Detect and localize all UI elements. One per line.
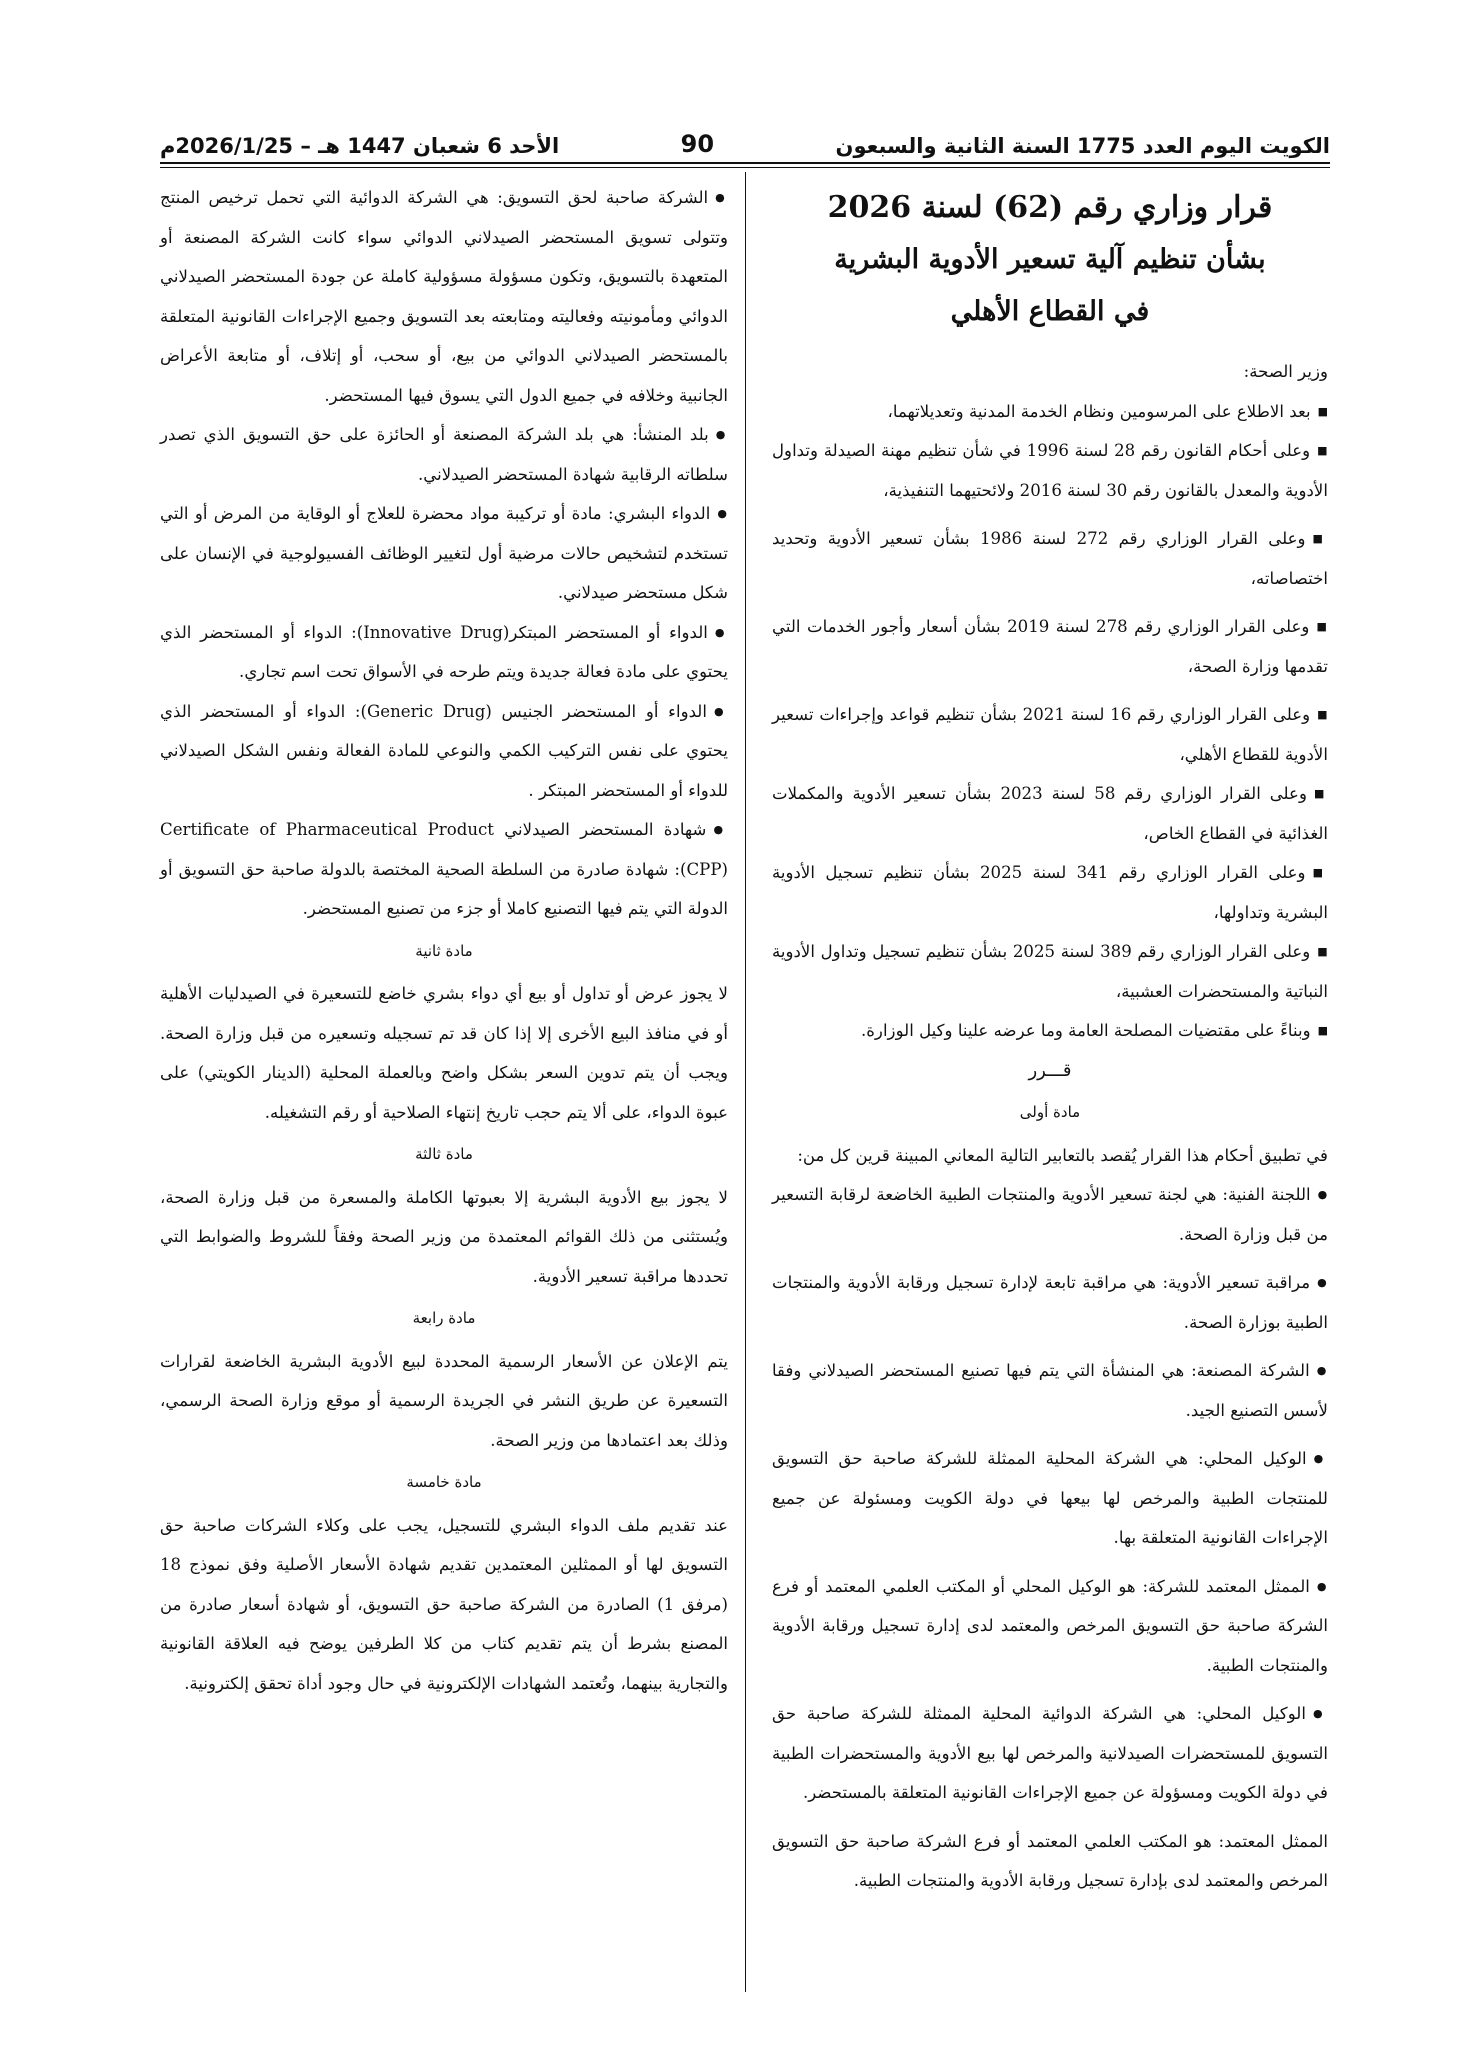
article-5-heading: مادة خامسة xyxy=(406,1473,482,1491)
preamble-item: ■ وعلى القرار الوزاري رقم 278 لسنة 2019 بشأن أسعار وأجور الخدمات التي تقدمها وزارة الصحة، xyxy=(772,607,1328,686)
definition-item: ● الدواء أو المستحضر المبتكر(Innovative Drug): الدواء أو المستحضر الذي يحتوي على مادة فعالة جديدة ويتم طرحه في الأسواق تحت اسم تجاري. xyxy=(160,613,728,692)
definition-item: ● مراقبة تسعير الأدوية: هي مراقبة تابعة لإدارة تسجيل ورقابة الأدوية والمنتجات الطبية بوزارة الصحة. xyxy=(772,1263,1328,1342)
decree-subtitle: بشأن تنظيم آلية تسعير الأدوية البشرية xyxy=(834,244,1266,275)
article-4-heading: مادة رابعة xyxy=(412,1309,476,1327)
article-2-heading: مادة ثانية xyxy=(415,941,473,960)
definition-item: ● اللجنة الفنية: هي لجنة تسعير الأدوية والمنتجات الطبية الخاضعة لرقابة التسعير من قبل وزارة الصحة. xyxy=(772,1175,1328,1254)
header-issue-info: الكويت اليوم العدد 1775 السنة الثانية والسبعون xyxy=(835,134,1330,158)
definition-item: ● الشركة المصنعة: هي المنشأة التي يتم فيها تصنيع المستحضر الصيدلاني وفقا لأسس التصنيع الجيد. xyxy=(772,1351,1328,1430)
preamble-item: ■ بعد الاطلاع على المرسومين ونظام الخدمة المدنية وتعديلاتهما، xyxy=(772,392,1328,432)
page-header xyxy=(160,118,1330,158)
decided-heading: قـــرر xyxy=(1028,1059,1072,1081)
definition-item: ● الوكيل المحلي: هي الشركة الدوائية المحلية الممثلة للشركة صاحبة حق التسويق للمستحضرات الصيدلانية والمرخص لها بيع الأدوية والمستحضرات الطبية في دولة الكويت ومسؤولة عن جميع الإجراءات القانونية المتعلقة بالمستحضر. xyxy=(772,1694,1328,1813)
header-date: الأحد 6 شعبان 1447 هـ – 2026/1/25م xyxy=(160,134,560,158)
article-2-text: لا يجوز عرض أو تداول أو بيع أي دواء بشري خاضع للتسعيرة في الصيدليات الأهلية أو في منافذ البيع الأخرى إلا إذا كان قد تم تسجيله وتسعيره من قبل وزارة الصحة. ويجب أن يتم تدوين السعر بشكل واضح وبالعملة المحلية (الدينار الكويتي) على عبوة الدواء، على ألا يتم حجب تاريخ إنتهاء الصلاحية أو رقم التشغيله. xyxy=(160,984,728,1122)
article-4-text: يتم الإعلان عن الأسعار الرسمية المحددة لبيع الأدوية البشرية الخاضعة لقرارات التسعيرة عن طريق النشر في الجريدة الرسمية أو موقع وزارة الصحة الرسمي، وذلك بعد اعتمادها من وزير الصحة. xyxy=(160,1351,728,1450)
preamble-item: ■ وعلى القرار الوزاري رقم 389 لسنة 2025 بشأن تنظيم تسجيل وتداول الأدوية النباتية والمستحضرات العشبية، xyxy=(772,932,1328,1011)
definition-item: ● بلد المنشأ: هي بلد الشركة المصنعة أو الحائزة على حق التسويق الذي تصدر سلطاته الرقابية شهادة المستحضر الصيدلاني. xyxy=(160,415,728,494)
header-rule xyxy=(160,162,1330,164)
preamble-item: ■ وعلى القرار الوزاري رقم 58 لسنة 2023 بشأن تسعير الأدوية والمكملات الغذائية في القطاع الخاص، xyxy=(772,774,1328,853)
definition-representative: الممثل المعتمد: هو المكتب العلمي المعتمد أو فرع الشركة صاحبة حق التسويق المرخص والمعتمد لدى بإدارة تسجيل ورقابة الأدوية والمنتجات الطبية. xyxy=(772,1831,1328,1890)
decree-subtitle-2: في القطاع الأهلي xyxy=(950,296,1150,327)
article-5-text: عند تقديم ملف الدواء البشري للتسجيل، يجب على وكلاء الشركات صاحبة حق التسويق لها أو الممثلين المعتمدين تقديم شهادة الأسعار الأصلية وفق نموذج 18 (مرفق 1) الصادرة من الشركة صاحبة حق التسويق، أو شهادة أسعار صادرة من المصنع بشرط أن يتم تقديم كتاب من كلا الطرفين يوضح فيه العلاقة القانونية والتجارية بينهما، وتُعتمد الشهادات الإلكترونية في حال وجود أداة تحقق إلكترونية. xyxy=(160,1515,728,1693)
preamble-item: ■ وعلى القرار الوزاري رقم 341 لسنة 2025 بشأن تنظيم تسجيل الأدوية البشرية وتداولها، xyxy=(772,853,1328,932)
definition-item: ● الدواء البشري: مادة أو تركيبة مواد محضرة للعلاج أو الوقاية من المرض أو التي تستخدم لتشخيص حالات مرضية أول لتغيير الوظائف الفسيولوجية في الإنسان على شكل مستحضر صيدلاني. xyxy=(160,494,728,613)
right-column xyxy=(772,178,1328,1901)
preamble-item: ■ وعلى القرار الوزاري رقم 272 لسنة 1986 بشأن تسعير الأدوية وتحديد اختصاصاته، xyxy=(772,519,1328,598)
article-3-text: لا يجوز بيع الأدوية البشرية إلا بعبوتها الكاملة والمسعرة من قبل وزارة الصحة، ويُستثنى من ذلك القوائم المعتمدة من وزير الصحة وفقاً للشروط والضوابط التي تحددها مراقبة تسعير الأدوية. xyxy=(160,1187,728,1286)
definition-item: ● الشركة صاحبة لحق التسويق: هي الشركة الدوائية التي تحمل ترخيص المنتج وتتولى تسويق المستحضر الصيدلاني الدوائي سواء كانت الشركة المصنعة أو المتعهدة بالتسويق، وتكون مسؤولة مسؤولية كاملة عن جودة المستحضر الصيدلاني الدوائي ومأمونيته وفعاليته ومتابعته بعد التسويق وجميع الإجراءات القانونية المتعلقة بالمستحضر الصيدلاني الدوائي من بيع، أو سحب، أو إتلاف، أو متابعة الأعراض الجانبية وخلافه في جميع الدول التي يسوق فيها المستحضر. xyxy=(160,178,728,415)
page-number: 90 xyxy=(680,130,715,158)
header-rule-thin xyxy=(160,167,1330,168)
column-divider xyxy=(745,172,746,1992)
article-1-heading: مادة أولى xyxy=(1019,1103,1081,1121)
minister-line: وزير الصحة: xyxy=(1243,362,1328,381)
article-1-intro: في تطبيق أحكام هذا القرار يُقصد بالتعابير التالية المعاني المبينة قرين كل من: xyxy=(797,1145,1328,1165)
preamble-item: ■ وعلى أحكام القانون رقم 28 لسنة 1996 في شأن تنظيم مهنة الصيدلة وتداول الأدوية والمعدل بالقانون رقم 30 لسنة 2016 ولائحتيهما التنفيذية، xyxy=(772,431,1328,510)
definition-item: ● شهادة المستحضر الصيدلاني Certificate of Pharmaceutical Product (CPP): شهادة صادرة من السلطة الصحية المختصة بالدولة صاحبة حق التسويق أو الدولة التي يتم فيها التصنيع كاملا أو جزء من تصنيع المستحضر. xyxy=(160,810,728,929)
preamble-item: ■ وعلى القرار الوزاري رقم 16 لسنة 2021 بشأن تنظيم قواعد وإجراءات تسعير الأدوية للقطاع الأهلي، xyxy=(772,695,1328,774)
definition-item: ● الوكيل المحلي: هي الشركة المحلية الممثلة للشركة صاحبة حق التسويق للمنتجات الطبية والمرخص لها بيعها في دولة الكويت ومسئولة عن جميع الإجراءات القانونية المتعلقة بها. xyxy=(772,1439,1328,1558)
preamble-item: ■ وبناءً على مقتضيات المصلحة العامة وما عرضه علينا وكيل الوزارة. xyxy=(772,1011,1328,1051)
definition-item: ● الممثل المعتمد للشركة: هو الوكيل المحلي أو المكتب العلمي المعتمد أو فرع الشركة صاحبة حق التسويق المرخص والمعتمد لدى إدارة تسجيل ورقابة الأدوية والمنتجات الطبية. xyxy=(772,1567,1328,1686)
decree-title: قرار وزاري رقم (62) لسنة 2026 xyxy=(827,190,1273,225)
article-3-heading: مادة ثالثة xyxy=(415,1145,473,1163)
definition-item: ● الدواء أو المستحضر الجنيس (Generic Drug): الدواء أو المستحضر الذي يحتوي على نفس التركيب الكمي والنوعي للمادة الفعالة ونفس الشكل الصيدلاني للدواء أو المستحضر المبتكر . xyxy=(160,692,728,811)
left-column xyxy=(160,178,728,1703)
